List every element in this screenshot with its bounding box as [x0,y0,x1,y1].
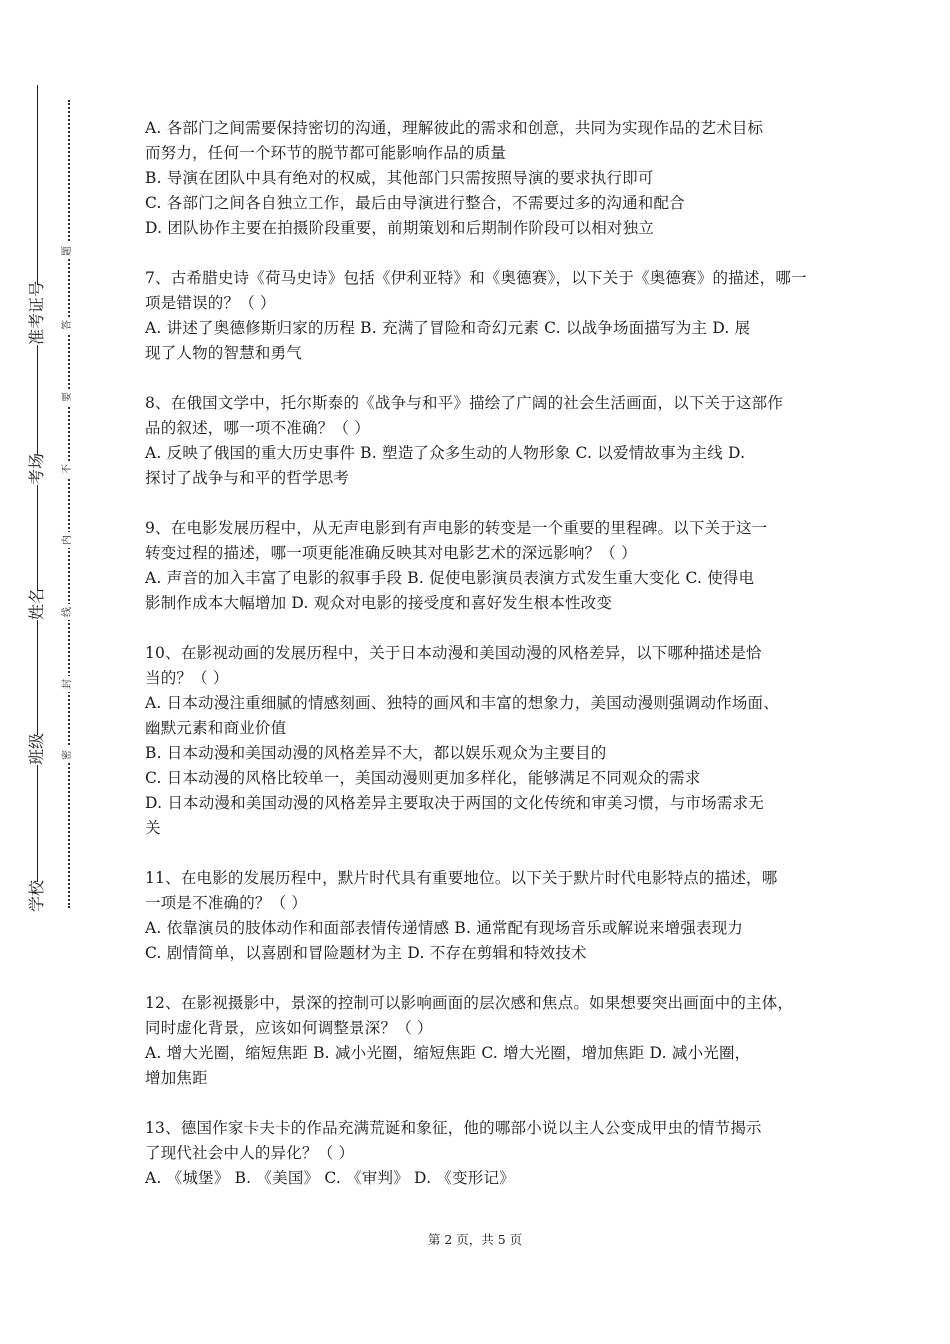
class-label: 班级 [22,735,52,765]
question-options: A. 依靠演员的肢体动作和面部表情传递情感 B. 通常配有现场音乐或解说来增强表现力 [145,919,744,937]
question-options: C. 剧情简单，以喜剧和冒险题材为主 D. 不存在剪辑和特效技术 [145,944,587,962]
question-options: 现了人物的智慧和勇气 [145,344,303,362]
question-options: 影制作成本大幅增加 D. 观众对电影的接受度和喜好发生根本性改变 [145,594,613,612]
question-stem: 当的？（ ） [145,669,229,687]
question-stem: 12、在影视摄影中，景深的控制可以影响画面的层次感和焦点。如果想要突出画面中的主体， [145,994,794,1012]
name-label: 姓名 [22,590,52,620]
seal-char-bu: 不 [61,461,75,477]
question-stem: 10、在影视动画的发展历程中，关于日本动漫和美国动漫的风格差异，以下哪种描述是恰 [145,644,762,662]
seal-dotted-line [68,100,70,908]
question-12 [145,991,817,1091]
question-7 [145,266,817,366]
question-options: A. 反映了俄国的重大历史事件 B. 塑造了众多生动的人物形象 C. 以爱情故事为主线 D. [145,444,746,462]
question-9 [145,516,817,616]
text-line: A. 各部门之间需要保持密切的沟通，理解彼此的需求和创意，共同为实现作品的艺术目标 [145,119,764,137]
question-13 [145,1116,817,1191]
text-line: D. 团队协作主要在拍摄阶段重要，前期策划和后期制作阶段可以相对独立 [145,219,655,237]
seal-char-da: 答 [61,317,75,333]
question-stem: 8、在俄国文学中，托尔斯泰的《战争与和平》描绘了广阔的社会生活画面，以下关于这部作 [145,394,784,412]
question-options: B. 日本动漫和美国动漫的风格差异不大，都以娱乐观众为主要目的 [145,744,607,762]
question-options: A. 声音的加入丰富了电影的叙事手段 B. 促使电影演员表演方式发生重大变化 C. 使得电 [145,569,755,587]
seal-char-nei: 内 [61,532,75,548]
text-line: B. 导演在团队中具有绝对的权威，其他部门只需按照导演的要求执行即可 [145,169,654,187]
question-stem: 11、在电影的发展历程中，默片时代具有重要地位。以下关于默片时代电影特点的描述，哪 [145,869,778,887]
question-stem: 项是错误的？（ ） [145,294,276,312]
seal-char-ti: 题 [61,243,75,259]
question-options: A. 《城堡》 B. 《美国》 C. 《审判》 D. 《变形记》 [145,1169,515,1187]
question-options: 幽默元素和商业价值 [145,719,287,737]
seal-char-yao: 要 [61,389,75,405]
question-options: D. 日本动漫和美国动漫的风格差异主要取决于两国的文化传统和审美习惯，与市场需求无 [145,794,764,812]
question-stem: 了现代社会中人的异化？（ ） [145,1144,355,1162]
question-options: C. 日本动漫的风格比较单一，美国动漫则更加多样化，能够满足不同观众的需求 [145,769,701,787]
question-stem: 13、德国作家卡夫卡的作品充满荒诞和象征，他的哪部小说以主人公变成甲虫的情节揭示 [145,1119,762,1137]
binding-solid-line [37,85,38,905]
seal-char-xian: 线 [61,604,75,620]
question-stem: 转变过程的描述，哪一项更能准确反映其对电影艺术的深远影响？（ ） [145,544,637,562]
seal-char-mi: 密 [61,747,75,763]
question-8 [145,391,817,491]
question-options: 增加焦距 [145,1069,208,1087]
question-stem: 7、古希腊史诗《荷马史诗》包括《伊利亚特》和《奥德赛》，以下关于《奥德赛》的描述，哪一 [145,269,807,287]
text-line: C. 各部门之间各自独立工作，最后由导演进行整合，不需要过多的沟通和配合 [145,194,685,212]
exam-room-label: 考场 [22,455,52,485]
question-stem: 品的叙述，哪一项不准确？（ ） [145,419,370,437]
question-options: A. 日本动漫注重细腻的情感刻画、独特的画风和丰富的想象力，美国动漫则强调动作场面、 [145,694,779,712]
text-line: 而努力，任何一个环节的脱节都可能影响作品的质量 [145,144,507,162]
question-stem: 9、在电影发展历程中，从无声电影到有声电影的转变是一个重要的里程碑。以下关于这一 [145,519,768,537]
question-options: A. 讲述了奥德修斯归家的历程 B. 充满了冒险和奇幻元素 C. 以战争场面描写为主 D. 展 [145,319,751,337]
question-options: 关 [145,819,161,837]
question-options: A. 增大光圈，缩短焦距 B. 减小光圈，缩短焦距 C. 增大光圈，增加焦距 D. 减小光圈， [145,1044,751,1062]
question-6-options [145,116,817,241]
question-stem: 一项是不准确的？（ ） [145,894,308,912]
page-number-footer: 第 2 页，共 5 页 [427,1232,523,1247]
question-stem: 同时虚化背景，应该如何调整景深？（ ） [145,1019,433,1037]
question-options: 探讨了战争与和平的哲学思考 [145,469,350,487]
binding-margin [0,0,80,1344]
question-10 [145,641,817,841]
question-11 [145,866,817,966]
school-label: 学校 [22,882,52,912]
question-content [145,116,817,1191]
exam-id-label: 准考证号 [22,285,52,345]
seal-char-feng: 封 [61,676,75,692]
